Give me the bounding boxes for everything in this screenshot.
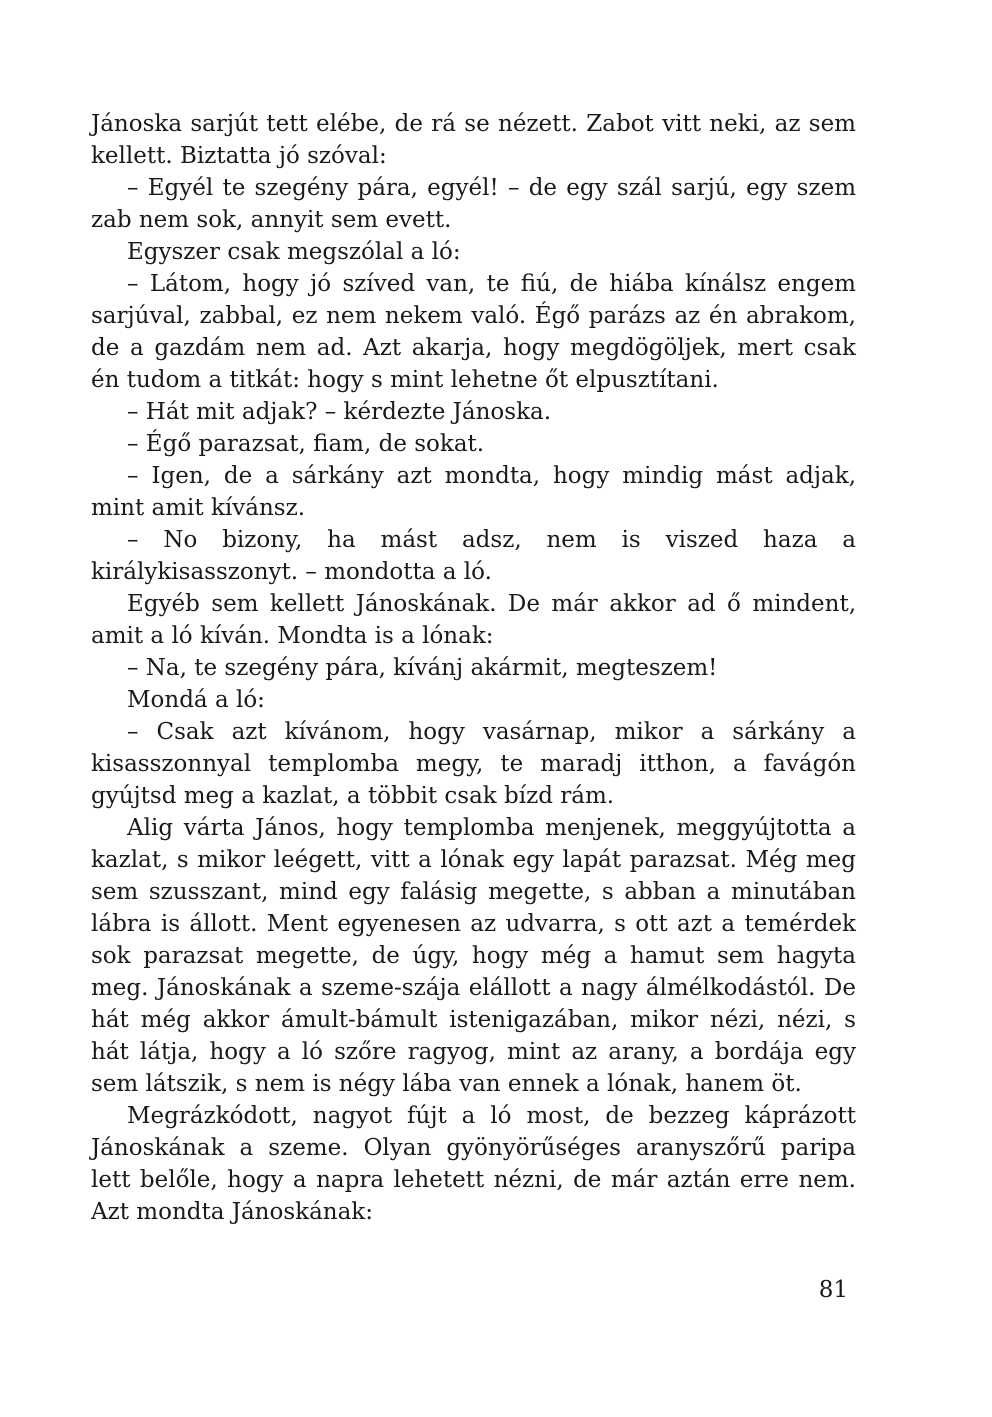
body-text bbox=[91, 108, 856, 1228]
paragraph: Egyéb sem kellett Jánoskának. De már akkor ad ő mindent, amit a ló kíván. Mondta is a lónak: bbox=[91, 591, 856, 649]
paragraph: – Egyél te szegény pára, egyél! – de egy szál sarjú, egy szem zab nem sok, annyit sem evett. bbox=[91, 175, 856, 233]
paragraph: Mondá a ló: bbox=[127, 687, 265, 713]
paragraph: Egyszer csak megszólal a ló: bbox=[127, 239, 461, 265]
paragraph: – Csak azt kívánom, hogy vasárnap, mikor a sárkány a kisasszonnyal templomba megy, te maradj itthon, a favágón gyújtsd meg a kazlat, a többit csak bízd rám. bbox=[91, 719, 856, 809]
paragraph: Jánoska sarjút tett elébe, de rá se nézett. Zabot vitt neki, az sem kellett. Biztatta jó szóval: bbox=[91, 111, 856, 169]
paragraph: – Hát mit adjak? – kérdezte Jánoska. bbox=[127, 399, 552, 425]
paragraph: – Égő parazsat, fiam, de sokat. bbox=[127, 431, 485, 457]
paragraph: – Látom, hogy jó szíved van, te fiú, de hiába kínálsz engem sarjúval, zabbal, ez nem nekem való. Égő parázs az én abrakom, de a gazdám nem ad. Azt akarja, hogy megdögöljek, mert csak én tudom a titkát: hogy s mint lehetne őt elpusztítani. bbox=[91, 271, 856, 393]
paragraph: – Na, te szegény pára, kívánj akármit, megteszem! bbox=[127, 655, 718, 681]
paragraph: – No bizony, ha mást adsz, nem is viszed haza a királykisasszonyt. – mondotta a ló. bbox=[91, 527, 856, 585]
paragraph: Megrázkódott, nagyot fújt a ló most, de bezzeg káprázott Jánoskának a szeme. Olyan gyönyörűséges aranyszőrű paripa lett belőle, hogy a napra lehetett nézni, de már aztán erre nem. Azt mondta Jánoskának: bbox=[91, 1103, 856, 1225]
page-number: 81 bbox=[818, 1277, 848, 1303]
paragraph: Alig várta János, hogy templomba menjenek, meggyújtotta a kazlat, s mikor leégett, vitt a lónak egy lapát parazsat. Még meg sem szusszant, mind egy falásig megette, s abban a minutában lábra is állott. Ment egyenesen az udvarra, s ott azt a temérdek sok parazsat megette, de úgy, hogy még a hamut sem hagyta meg. Jánoskának a szeme-szája elállott a nagy álmélkodástól. De hát még akkor ámult-bámult istenigazában, mikor nézi, nézi, s hát látja, hogy a ló szőre ragyog, mint az arany, a bordája egy sem látszik, s nem is négy lába van ennek a lónak, hanem öt. bbox=[91, 815, 856, 1097]
paragraph: – Igen, de a sárkány azt mondta, hogy mindig mást adjak, mint amit kívánsz. bbox=[91, 463, 856, 521]
